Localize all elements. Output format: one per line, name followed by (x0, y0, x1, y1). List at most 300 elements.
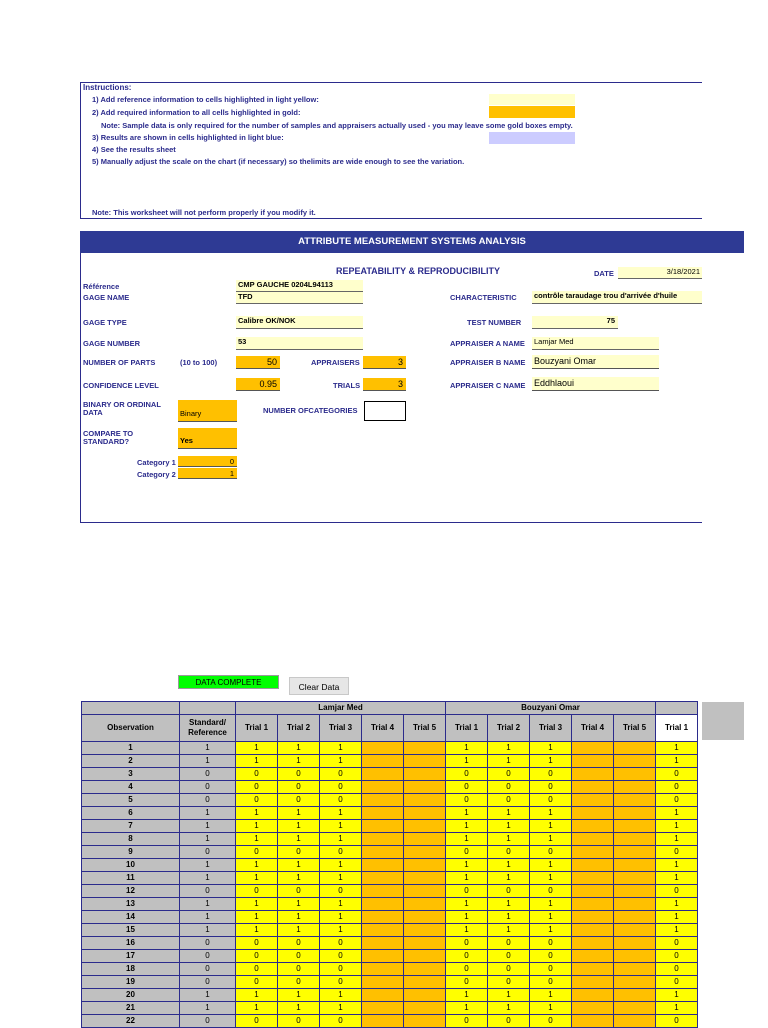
trial-cell[interactable]: 1 (488, 1002, 530, 1015)
trial-cell[interactable]: 1 (656, 898, 698, 911)
trial-header: Trial 3 (530, 715, 572, 742)
trial-cell[interactable] (362, 976, 404, 989)
trial-cell[interactable] (572, 781, 614, 794)
clear-data-button[interactable]: Clear Data (289, 677, 349, 695)
trial-cell[interactable] (572, 885, 614, 898)
light-blue-swatch (489, 132, 575, 144)
observation-cell: 4 (82, 781, 180, 794)
trial-cell[interactable] (614, 807, 656, 820)
trial-cell[interactable] (404, 820, 446, 833)
trial-cell[interactable]: 1 (446, 898, 488, 911)
trial-cell[interactable]: 0 (236, 794, 278, 807)
trial-cell[interactable] (404, 1002, 446, 1015)
trial-cell[interactable]: 0 (236, 937, 278, 950)
trial-cell[interactable] (614, 989, 656, 1002)
trial-cell[interactable] (404, 898, 446, 911)
category1-field[interactable]: 0 (178, 456, 237, 467)
trial-cell[interactable]: 1 (530, 755, 572, 768)
trial-cell[interactable]: 1 (656, 859, 698, 872)
trial-cell[interactable]: 0 (278, 1015, 320, 1028)
trial-cell[interactable] (614, 976, 656, 989)
trial-cell[interactable] (362, 846, 404, 859)
observation-cell: 21 (82, 1002, 180, 1015)
instructions-top-border (80, 82, 702, 83)
trial-cell[interactable]: 1 (530, 820, 572, 833)
trial-cell[interactable]: 0 (530, 950, 572, 963)
trial-cell[interactable] (572, 976, 614, 989)
test-number-field[interactable]: 75 (532, 316, 618, 329)
trial-cell[interactable]: 1 (320, 989, 362, 1002)
trial-cell[interactable]: 1 (446, 820, 488, 833)
trial-cell[interactable]: 1 (278, 1002, 320, 1015)
trial-cell[interactable] (572, 950, 614, 963)
trial-cell[interactable] (362, 898, 404, 911)
trial-cell[interactable]: 0 (278, 846, 320, 859)
trial-cell[interactable]: 0 (656, 963, 698, 976)
confidence-field[interactable]: 0.95 (236, 378, 280, 391)
trial-cell[interactable]: 0 (530, 768, 572, 781)
trial-cell[interactable] (572, 807, 614, 820)
trial-cell[interactable] (572, 924, 614, 937)
trial-cell[interactable]: 1 (488, 755, 530, 768)
table-row (82, 1002, 698, 1015)
trial-cell[interactable]: 1 (236, 807, 278, 820)
trial-cell[interactable] (362, 1002, 404, 1015)
appraisers-field[interactable]: 3 (363, 356, 406, 369)
trial-cell[interactable] (362, 859, 404, 872)
trial-cell[interactable]: 1 (278, 742, 320, 755)
instruction-line-2: 2) Add required information to all cells highlighted in gold: (92, 108, 301, 117)
trial-cell[interactable] (614, 885, 656, 898)
trial-cell[interactable]: 0 (446, 1015, 488, 1028)
trial-cell[interactable]: 1 (446, 911, 488, 924)
trial-cell[interactable]: 0 (488, 768, 530, 781)
trial-cell[interactable]: 1 (320, 742, 362, 755)
trial-cell[interactable]: 1 (236, 911, 278, 924)
trial-cell[interactable]: 0 (320, 846, 362, 859)
trial-cell[interactable]: 1 (656, 911, 698, 924)
trial-cell[interactable]: 0 (656, 1015, 698, 1028)
trial-cell[interactable]: 1 (656, 833, 698, 846)
trial-cell[interactable] (362, 989, 404, 1002)
trial-cell[interactable]: 0 (320, 768, 362, 781)
trial-cell[interactable]: 1 (530, 898, 572, 911)
trial-cell[interactable] (572, 820, 614, 833)
trial-cell[interactable] (404, 989, 446, 1002)
trial-cell[interactable] (362, 924, 404, 937)
trial-cell[interactable]: 0 (236, 976, 278, 989)
trial-cell[interactable]: 1 (278, 911, 320, 924)
trial-header: Trial 4 (572, 715, 614, 742)
trial-cell[interactable] (362, 755, 404, 768)
trial-cell[interactable]: 0 (236, 781, 278, 794)
trial-cell[interactable]: 0 (278, 976, 320, 989)
trial-cell[interactable]: 0 (446, 950, 488, 963)
trial-cell[interactable]: 1 (656, 820, 698, 833)
trial-cell[interactable]: 0 (278, 885, 320, 898)
reference-field[interactable]: CMP GAUCHE 0204L94113 (236, 280, 363, 292)
trial-cell[interactable]: 0 (488, 781, 530, 794)
trial-cell[interactable]: 1 (446, 742, 488, 755)
trial-cell[interactable]: 1 (236, 924, 278, 937)
trial-cell[interactable] (572, 846, 614, 859)
trial-cell[interactable]: 1 (530, 807, 572, 820)
trial-cell[interactable]: 0 (320, 950, 362, 963)
trial-cell[interactable] (404, 872, 446, 885)
trial-cell[interactable]: 1 (446, 859, 488, 872)
trial-cell[interactable]: 0 (278, 794, 320, 807)
trial-cell[interactable] (572, 859, 614, 872)
trial-cell[interactable]: 1 (488, 807, 530, 820)
trial-cell[interactable]: 0 (656, 976, 698, 989)
reference-cell: 1 (180, 755, 236, 768)
table-row (82, 950, 698, 963)
observation-cell: 5 (82, 794, 180, 807)
appraiser-b-field[interactable]: Bouzyani Omar (532, 355, 659, 369)
trial-cell[interactable] (572, 963, 614, 976)
trial-cell[interactable]: 1 (320, 911, 362, 924)
trial-cell[interactable] (572, 1015, 614, 1028)
trial-cell[interactable]: 1 (278, 989, 320, 1002)
trial-cell[interactable]: 1 (530, 872, 572, 885)
trial-cell[interactable]: 0 (320, 1015, 362, 1028)
trial-cell[interactable] (362, 742, 404, 755)
trial-cell[interactable] (404, 794, 446, 807)
trial-cell[interactable]: 1 (488, 989, 530, 1002)
observation-cell: 2 (82, 755, 180, 768)
trial-cell[interactable]: 0 (656, 937, 698, 950)
trial-cell[interactable]: 0 (488, 794, 530, 807)
gage-type-field[interactable]: Calibre OK/NOK (236, 316, 363, 329)
trial-cell[interactable] (404, 755, 446, 768)
trial-cell[interactable] (572, 898, 614, 911)
trial-cell[interactable]: 0 (656, 781, 698, 794)
trial-header: Trial 3 (320, 715, 362, 742)
trial-cell[interactable]: 0 (236, 768, 278, 781)
trial-cell[interactable]: 1 (236, 833, 278, 846)
trial-cell[interactable] (404, 781, 446, 794)
trial-cell[interactable]: 1 (446, 924, 488, 937)
trial-cell[interactable]: 0 (446, 937, 488, 950)
trial-cell[interactable]: 1 (278, 807, 320, 820)
trial-cell[interactable]: 1 (446, 833, 488, 846)
trial-cell[interactable] (362, 950, 404, 963)
trial-cell[interactable]: 0 (488, 1015, 530, 1028)
trial-cell[interactable] (614, 833, 656, 846)
trial-cell[interactable]: 1 (530, 924, 572, 937)
trial-cell[interactable] (614, 872, 656, 885)
trial-cell[interactable]: 1 (446, 989, 488, 1002)
gage-type-label: GAGE TYPE (83, 318, 127, 327)
trial-cell[interactable] (614, 898, 656, 911)
trial-cell[interactable]: 1 (656, 989, 698, 1002)
trial-cell[interactable]: 0 (488, 963, 530, 976)
trial-cell[interactable]: 0 (530, 963, 572, 976)
trial-cell[interactable] (614, 820, 656, 833)
observation-cell: 12 (82, 885, 180, 898)
trial-cell[interactable]: 0 (446, 885, 488, 898)
trial-cell[interactable] (614, 755, 656, 768)
trial-cell[interactable] (572, 833, 614, 846)
reference-cell: 0 (180, 768, 236, 781)
observation-cell: 14 (82, 911, 180, 924)
trial-cell[interactable]: 1 (278, 924, 320, 937)
trial-cell[interactable]: 1 (446, 872, 488, 885)
trial-cell[interactable]: 0 (488, 976, 530, 989)
trial-cell[interactable] (572, 989, 614, 1002)
trial-cell[interactable]: 1 (488, 872, 530, 885)
trial-cell[interactable] (404, 807, 446, 820)
trial-cell[interactable]: 0 (236, 963, 278, 976)
trial-cell[interactable]: 0 (320, 781, 362, 794)
trial-cell[interactable] (614, 768, 656, 781)
trial-cell[interactable] (614, 742, 656, 755)
trial-cell[interactable] (404, 859, 446, 872)
trial-cell[interactable]: 0 (656, 950, 698, 963)
trial-cell[interactable]: 1 (320, 898, 362, 911)
trial-cell[interactable]: 1 (236, 872, 278, 885)
trial-cell[interactable] (614, 924, 656, 937)
trial-cell[interactable]: 0 (488, 885, 530, 898)
trial-cell[interactable]: 1 (320, 859, 362, 872)
trial-cell[interactable] (404, 1015, 446, 1028)
trial-cell[interactable]: 1 (278, 898, 320, 911)
trial-cell[interactable] (572, 768, 614, 781)
trial-header: Trial 2 (488, 715, 530, 742)
trial-cell[interactable]: 1 (236, 1002, 278, 1015)
trial-cell[interactable]: 1 (656, 924, 698, 937)
trial-cell[interactable]: 1 (656, 1002, 698, 1015)
trial-cell[interactable]: 1 (320, 1002, 362, 1015)
trial-cell[interactable] (614, 963, 656, 976)
trial-cell[interactable] (614, 911, 656, 924)
trial-cell[interactable] (362, 937, 404, 950)
table-row (82, 755, 698, 768)
trial-cell[interactable]: 0 (278, 781, 320, 794)
trial-cell[interactable] (614, 859, 656, 872)
trial-cell[interactable]: 1 (320, 807, 362, 820)
table-row (82, 768, 698, 781)
trial-cell[interactable] (362, 794, 404, 807)
gage-name-field[interactable]: TFD (236, 292, 363, 304)
trial-cell[interactable]: 1 (488, 859, 530, 872)
trial-cell[interactable] (614, 781, 656, 794)
trial-cell[interactable] (362, 807, 404, 820)
categories-field[interactable] (364, 401, 406, 421)
trial-cell[interactable] (572, 911, 614, 924)
trial-cell[interactable]: 1 (488, 742, 530, 755)
trial-cell[interactable]: 1 (656, 742, 698, 755)
trial-cell[interactable]: 0 (530, 846, 572, 859)
trial-cell[interactable]: 1 (530, 859, 572, 872)
trial-cell[interactable] (404, 768, 446, 781)
trial-cell[interactable]: 0 (656, 846, 698, 859)
test-number-label: TEST NUMBER (467, 318, 522, 327)
trial-cell[interactable] (362, 911, 404, 924)
trial-cell[interactable] (572, 742, 614, 755)
trial-cell[interactable] (362, 833, 404, 846)
confidence-label: CONFIDENCE LEVEL (83, 381, 159, 390)
trial-cell[interactable] (362, 820, 404, 833)
reference-cell: 1 (180, 989, 236, 1002)
trial-cell[interactable]: 1 (320, 833, 362, 846)
table-row (82, 807, 698, 820)
trial-cell[interactable] (404, 833, 446, 846)
trial-cell[interactable]: 0 (446, 976, 488, 989)
trial-cell[interactable]: 0 (656, 885, 698, 898)
trial-cell[interactable]: 0 (236, 950, 278, 963)
trial-cell[interactable]: 1 (278, 872, 320, 885)
trial-cell[interactable]: 0 (236, 1015, 278, 1028)
trial-cell[interactable]: 1 (278, 833, 320, 846)
trial-cell[interactable]: 1 (656, 872, 698, 885)
trial-cell[interactable] (572, 937, 614, 950)
trial-cell[interactable]: 0 (530, 781, 572, 794)
trial-cell[interactable]: 0 (530, 794, 572, 807)
trial-cell[interactable]: 0 (278, 963, 320, 976)
reference-cell: 1 (180, 924, 236, 937)
table-row (82, 872, 698, 885)
trial-cell[interactable]: 1 (278, 755, 320, 768)
trial-cell[interactable]: 1 (488, 898, 530, 911)
trial-cell[interactable] (614, 846, 656, 859)
table-row (82, 885, 698, 898)
trial-cell[interactable]: 1 (236, 989, 278, 1002)
trials-field[interactable]: 3 (363, 378, 406, 391)
appraiser-c-label: APPRAISER C NAME (450, 381, 526, 390)
trial-cell[interactable]: 0 (530, 885, 572, 898)
trial-cell[interactable]: 0 (488, 937, 530, 950)
category2-field[interactable]: 1 (178, 468, 237, 479)
trial-cell[interactable]: 0 (320, 963, 362, 976)
trial-cell[interactable]: 0 (446, 768, 488, 781)
trial-cell[interactable]: 0 (278, 937, 320, 950)
trial-cell[interactable]: 1 (488, 833, 530, 846)
trial-cell[interactable]: 1 (236, 898, 278, 911)
appraiser-c-field[interactable]: Eddhlaoui (532, 377, 659, 391)
trial-cell[interactable] (362, 768, 404, 781)
trial-cell[interactable]: 0 (446, 781, 488, 794)
trial-cell[interactable]: 0 (530, 976, 572, 989)
trial-cell[interactable]: 0 (278, 950, 320, 963)
trial-cell[interactable]: 1 (446, 807, 488, 820)
trial-cell[interactable] (404, 742, 446, 755)
trial-cell[interactable] (404, 937, 446, 950)
trial-cell[interactable]: 1 (530, 911, 572, 924)
trial-cell[interactable] (572, 794, 614, 807)
date-field[interactable]: 3/18/2021 (618, 267, 702, 279)
appraiser-c-header (656, 702, 698, 715)
characteristic-field[interactable]: contrôle taraudage trou d'arrivée d'huile (532, 291, 702, 304)
trial-cell[interactable] (404, 911, 446, 924)
header-blank (180, 702, 236, 715)
trial-cell[interactable] (614, 1015, 656, 1028)
observation-cell: 18 (82, 963, 180, 976)
appraiser-a-field[interactable]: Lamjar Med (532, 337, 659, 350)
trial-cell[interactable]: 0 (656, 768, 698, 781)
gage-number-field[interactable]: 53 (236, 337, 363, 350)
trial-cell[interactable]: 0 (320, 976, 362, 989)
trial-cell[interactable]: 1 (446, 755, 488, 768)
trial-cell[interactable]: 1 (320, 924, 362, 937)
trial-cell[interactable]: 1 (278, 859, 320, 872)
trial-cell[interactable]: 0 (446, 846, 488, 859)
trial-cell[interactable] (614, 950, 656, 963)
trial-cell[interactable] (572, 755, 614, 768)
trial-cell[interactable] (404, 885, 446, 898)
trial-cell[interactable] (614, 937, 656, 950)
trial-cell[interactable]: 0 (656, 794, 698, 807)
trial-cell[interactable]: 0 (278, 768, 320, 781)
trial-cell[interactable] (362, 872, 404, 885)
trial-cell[interactable]: 0 (320, 885, 362, 898)
trial-cell[interactable]: 0 (236, 846, 278, 859)
trial-cell[interactable]: 0 (446, 794, 488, 807)
trial-cell[interactable]: 1 (488, 820, 530, 833)
trial-cell[interactable]: 1 (488, 924, 530, 937)
trial-cell[interactable]: 1 (446, 1002, 488, 1015)
trial-cell[interactable]: 0 (488, 950, 530, 963)
trial-cell[interactable] (614, 794, 656, 807)
trial-cell[interactable]: 1 (488, 911, 530, 924)
trial-cell[interactable] (404, 950, 446, 963)
trial-cell[interactable] (404, 963, 446, 976)
trial-cell[interactable] (404, 924, 446, 937)
instruction-line-4: 4) See the results sheet (92, 145, 176, 154)
observation-cell: 6 (82, 807, 180, 820)
trial-cell[interactable]: 1 (320, 820, 362, 833)
reference-cell: 1 (180, 911, 236, 924)
trial-cell[interactable]: 1 (236, 742, 278, 755)
trial-cell[interactable]: 0 (488, 846, 530, 859)
trial-cell[interactable]: 1 (320, 755, 362, 768)
parts-field[interactable]: 50 (236, 356, 280, 369)
binary-field[interactable]: Binary (178, 400, 237, 422)
table-row (82, 898, 698, 911)
trial-cell[interactable]: 1 (320, 872, 362, 885)
trial-cell[interactable]: 0 (320, 937, 362, 950)
trial-cell[interactable]: 0 (236, 885, 278, 898)
trial-cell[interactable] (362, 781, 404, 794)
trial-cell[interactable]: 1 (530, 989, 572, 1002)
trial-cell[interactable] (404, 846, 446, 859)
gage-name-label: GAGE NAME (83, 293, 130, 302)
trial-cell[interactable]: 0 (530, 1015, 572, 1028)
category1-label: Category 1 (137, 458, 176, 467)
trial-cell[interactable]: 1 (278, 820, 320, 833)
trial-cell[interactable] (362, 963, 404, 976)
appraiser-a-header: Lamjar Med (236, 702, 446, 715)
trial-cell[interactable] (572, 1002, 614, 1015)
trial-cell[interactable] (404, 976, 446, 989)
trial-cell[interactable]: 1 (236, 859, 278, 872)
trial-cell[interactable]: 0 (530, 937, 572, 950)
trial-cell[interactable]: 1 (530, 742, 572, 755)
trial-cell[interactable]: 1 (530, 833, 572, 846)
trial-cell[interactable] (572, 872, 614, 885)
trial-cell[interactable] (362, 885, 404, 898)
trial-cell[interactable]: 1 (236, 820, 278, 833)
trial-cell[interactable]: 1 (656, 807, 698, 820)
trial-cell[interactable] (362, 1015, 404, 1028)
trial-cell[interactable]: 0 (320, 794, 362, 807)
trial-cell[interactable]: 0 (446, 963, 488, 976)
trial-cell[interactable]: 1 (236, 755, 278, 768)
trial-cell[interactable]: 1 (656, 755, 698, 768)
compare-field[interactable]: Yes (178, 428, 237, 449)
trial-cell[interactable]: 1 (530, 1002, 572, 1015)
trial-cell[interactable] (614, 1002, 656, 1015)
